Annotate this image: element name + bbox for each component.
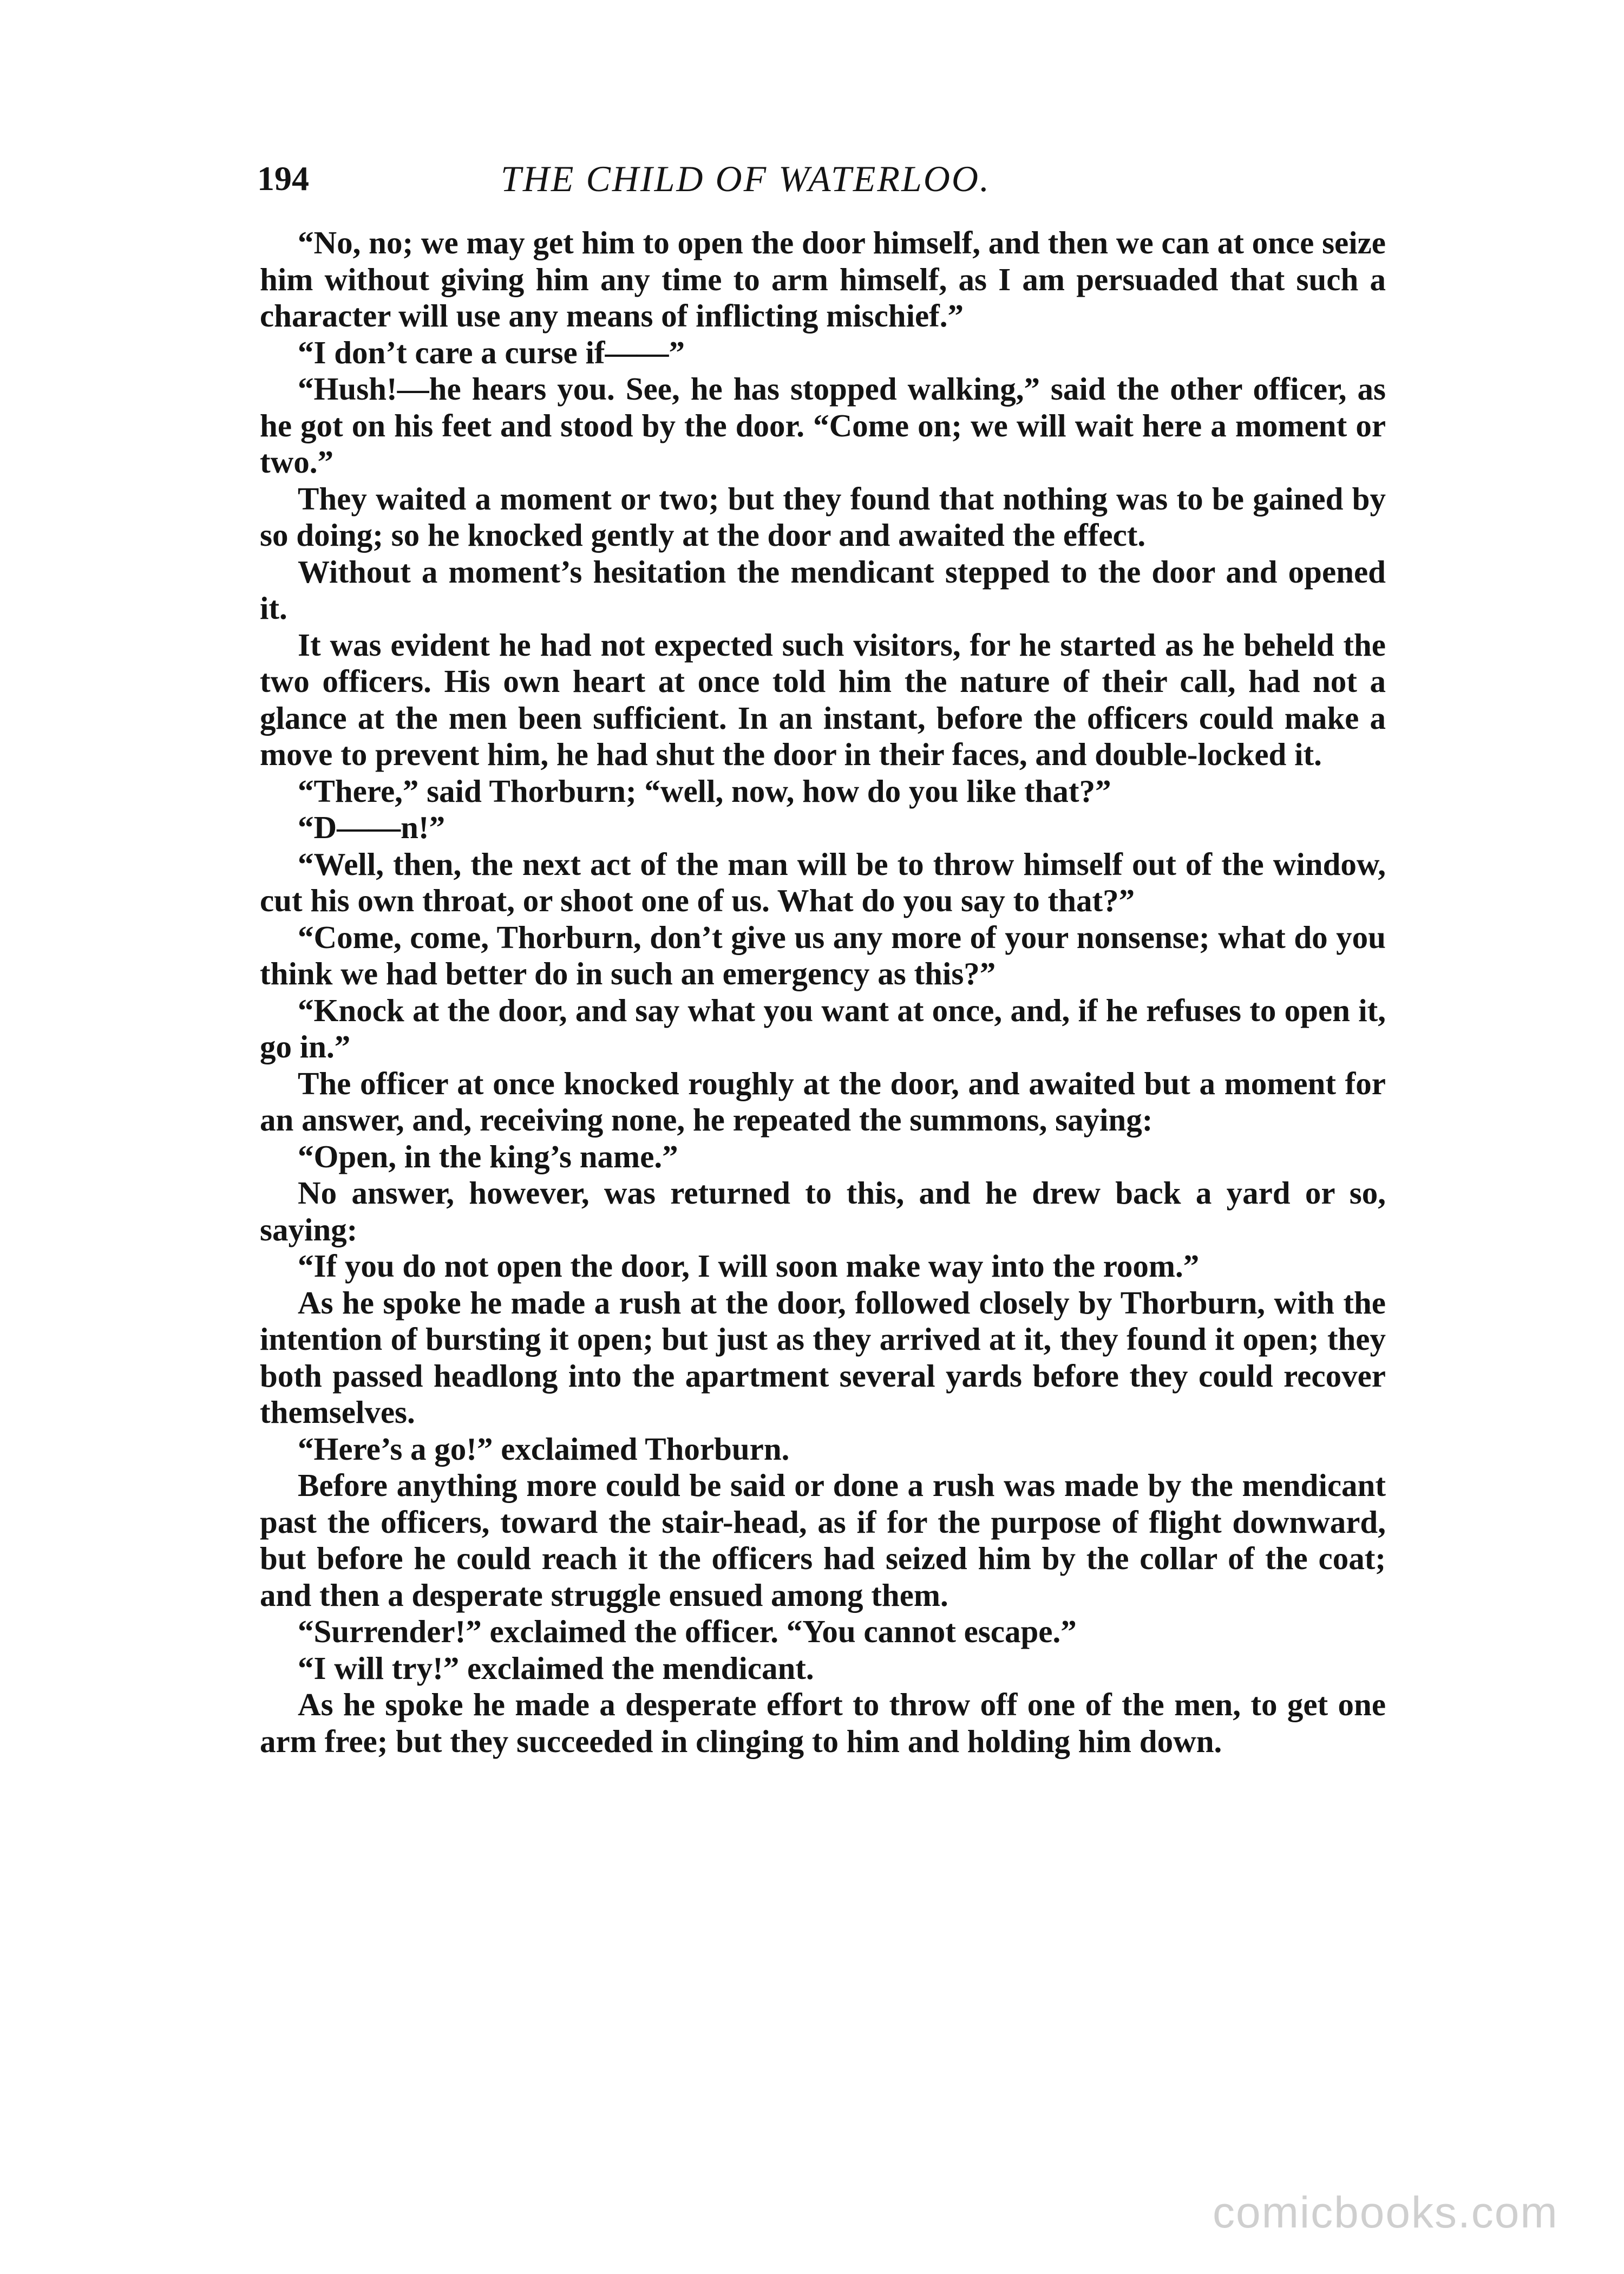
body-text (260, 225, 1386, 2152)
paragraph: “Hush!—he hears you. See, he has stopped walking,” said the other officer, as he got on his feet and stood by the door. “Come on; we will wait here a moment or two.” (260, 371, 1386, 480)
running-title: THE CHILD OF WATERLOO. (501, 158, 991, 199)
paragraph: “No, no; we may get him to open the door himself, and then we can at once seize him without giving him any time to arm himself, as I am persuaded that such a character will use any means of inflicting mischief.” (260, 225, 1386, 334)
paragraph: “Surrender!” exclaimed the officer. “You cannot escape.” (298, 1613, 1077, 1649)
paragraph: “D——n!” (298, 809, 446, 845)
watermark: comicbooks.com (1213, 2188, 1558, 2237)
paragraph: No answer, however, was returned to this, and he drew back a yard or so, saying: (260, 1175, 1386, 1247)
paragraph: Without a moment’s hesitation the mendicant stepped to the door and opened it. (260, 553, 1386, 626)
paragraph: Before anything more could be said or done a rush was made by the mendicant past the officers, toward the stair-head, as if for the purpose of flight downward, but before he could reach it the officers had seized him by the collar of the coat; and then a desperate struggle ensued among them. (260, 1467, 1386, 1613)
page-header (257, 154, 1394, 203)
paragraph: As he spoke he made a rush at the door, followed closely by Thorburn, with the intention of bursting it open; but just as they arrived at it, they found it open; they both passed headlong into the apartment several yards before they could recover themselves. (260, 1284, 1386, 1430)
page-number: 194 (257, 159, 309, 198)
paragraph: As he spoke he made a desperate effort to throw off one of the men, to get one arm free; but they succeeded in clinging to him and holding him down. (260, 1687, 1386, 1759)
paragraph: It was evident he had not expected such visitors, for he started as he beheld the two officers. His own heart at once told him the nature of their call, had not a glance at the men been sufficient. In an instant, before the officers could make a move to prevent him, he had shut the door in their faces, and double-locked it. (260, 626, 1386, 772)
paragraph: “Open, in the king’s name.” (298, 1138, 678, 1174)
paragraph: “I will try!” exclaimed the mendicant. (298, 1650, 814, 1686)
paragraph: The officer at once knocked roughly at the door, and awaited but a moment for an answer, and, receiving none, he repeated the summons, saying: (260, 1065, 1386, 1138)
paragraph: “Knock at the door, and say what you want at once, and, if he refuses to open it, go in.” (260, 992, 1386, 1064)
paragraph: They waited a moment or two; but they found that nothing was to be gained by so doing; so he knocked gently at the door and awaited the effect. (260, 480, 1386, 553)
paragraph: “Here’s a go!” exclaimed Thorburn. (298, 1430, 790, 1467)
paragraph: “Well, then, the next act of the man will be to throw himself out of the window, cut his own throat, or shoot one of us. What do you say to that?” (260, 846, 1386, 918)
paragraph: “Come, come, Thorburn, don’t give us any more of your nonsense; what do you think we had better do in such an emergency as this?” (260, 919, 1386, 991)
paragraph: “I don’t care a curse if——” (298, 334, 685, 370)
paragraph: “There,” said Thorburn; “well, now, how do you like that?” (298, 773, 1111, 809)
paragraph: “If you do not open the door, I will soon make way into the room.” (298, 1248, 1200, 1284)
